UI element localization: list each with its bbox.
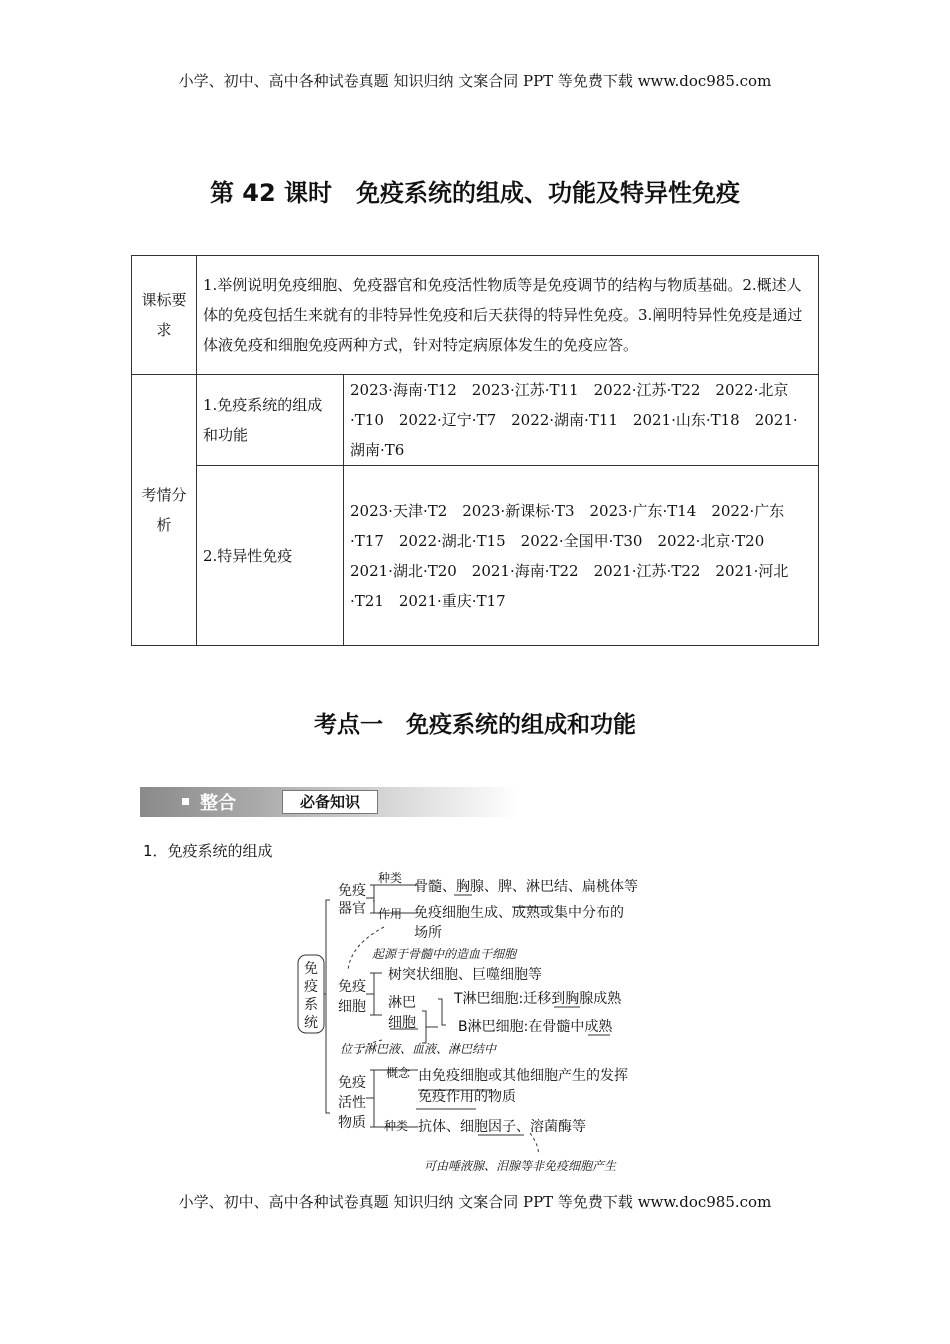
concept-1: 由免疫细胞或其他细胞产生的发挥 — [418, 1068, 628, 1084]
row2-label: 2.特异性免疫 — [197, 466, 344, 646]
row1-text: 2023·海南·T12 2023·江苏·T11 2022·江苏·T22 2022·北京·T10 2022·辽宁·T7 2022·湖南·T11 2021·山东·T18 2021·湖南·T6 — [344, 375, 819, 466]
organ-line1: 免疫 — [338, 883, 366, 899]
organ-func-tag: 作用 — [378, 907, 403, 921]
organ-line2: 器官 — [338, 901, 366, 917]
lesson-title: 第 42 课时 免疫系统的组成、功能及特异性免疫 — [209, 179, 741, 207]
page-header: 小学、初中、高中各种试卷真题 知识归纳 文案合同 PPT 等免费下载 www.doc985.com — [178, 72, 772, 90]
kind: 抗体、细胞因子、溶菌酶等 — [418, 1119, 586, 1135]
page-footer: 小学、初中、高中各种试卷真题 知识归纳 文案合同 PPT 等免费下载 www.doc985.com — [178, 1193, 772, 1211]
section-banner — [140, 787, 520, 817]
root-char-3: 系 — [304, 997, 318, 1013]
concept-2: 免疫作用的物质 — [418, 1089, 516, 1105]
section-title: 考点一 免疫系统的组成和功能 — [314, 712, 636, 738]
row2-text: 2023·天津·T2 2023·新课标·T3 2023·广东·T14 2022·广东·T17 2022·湖北·T15 2022·全国甲·T30 2022·北京·T20 2021·湖北·T20 2021·海南·T22 2021·江苏·T22 2021·河北·T21 2021·重庆·T17 — [344, 466, 819, 646]
item-heading: 1．免疫系统的组成 — [143, 842, 273, 860]
lymph-line1: 淋巴 — [388, 995, 416, 1011]
cell-note: 起源于骨髓中的造血干细胞 — [372, 947, 517, 961]
root-char-2: 疫 — [304, 979, 318, 995]
substance-line3: 物质 — [338, 1115, 366, 1131]
concept-tag: 概念 — [386, 1066, 411, 1080]
root-char-1: 免 — [304, 961, 318, 977]
cell-line2: 细胞 — [338, 999, 366, 1015]
cell-a: 树突状细胞、巨噬细胞等 — [388, 967, 542, 983]
lymph-line2: 细胞 — [388, 1015, 416, 1031]
banner-right: 必备知识 — [282, 790, 378, 814]
banner-left: 整合 — [200, 793, 236, 814]
square-bullet-icon — [182, 798, 189, 805]
kind-tag: 种类 — [384, 1119, 409, 1133]
cell-line1: 免疫 — [338, 979, 366, 995]
substance-line2: 活性 — [338, 1095, 366, 1111]
row1-label: 1.免疫系统的组成和功能 — [197, 375, 344, 466]
organ-kind: 骨髓、胸腺、脾、淋巴结、扁桃体等 — [414, 879, 638, 895]
substance-line1: 免疫 — [338, 1075, 366, 1091]
immune-system-diagram — [290, 865, 670, 1175]
organ-func-2: 场所 — [414, 925, 442, 941]
requirements-table — [131, 255, 819, 646]
b-cell: B淋巴细胞:在骨髓中成熟 — [458, 1019, 613, 1035]
curriculum-text: 1.举例说明免疫细胞、免疫器官和免疫活性物质等是免疫调节的结构与物质基础。2.概述人体的免疫包括生来就有的非特异性免疫和后天获得的特异性免疫。3.阐明特异性免疫是通过体液免疫和细胞免疫两种方式，针对特定病原体发生的免疫应答。 — [197, 256, 819, 375]
organ-kind-tag: 种类 — [378, 871, 403, 885]
t-cell: T淋巴细胞:迁移到胸腺成熟 — [454, 991, 622, 1007]
root-char-4: 统 — [304, 1015, 318, 1031]
lymph-note: 位于淋巴液、血液、淋巴结中 — [340, 1042, 497, 1056]
analysis-label: 考情分析 — [132, 375, 197, 646]
curriculum-label: 课标要求 — [132, 256, 197, 375]
kind-note: 可由唾液腺、泪腺等非免疫细胞产生 — [424, 1159, 617, 1173]
organ-func-1: 免疫细胞生成、成熟或集中分布的 — [414, 905, 624, 921]
